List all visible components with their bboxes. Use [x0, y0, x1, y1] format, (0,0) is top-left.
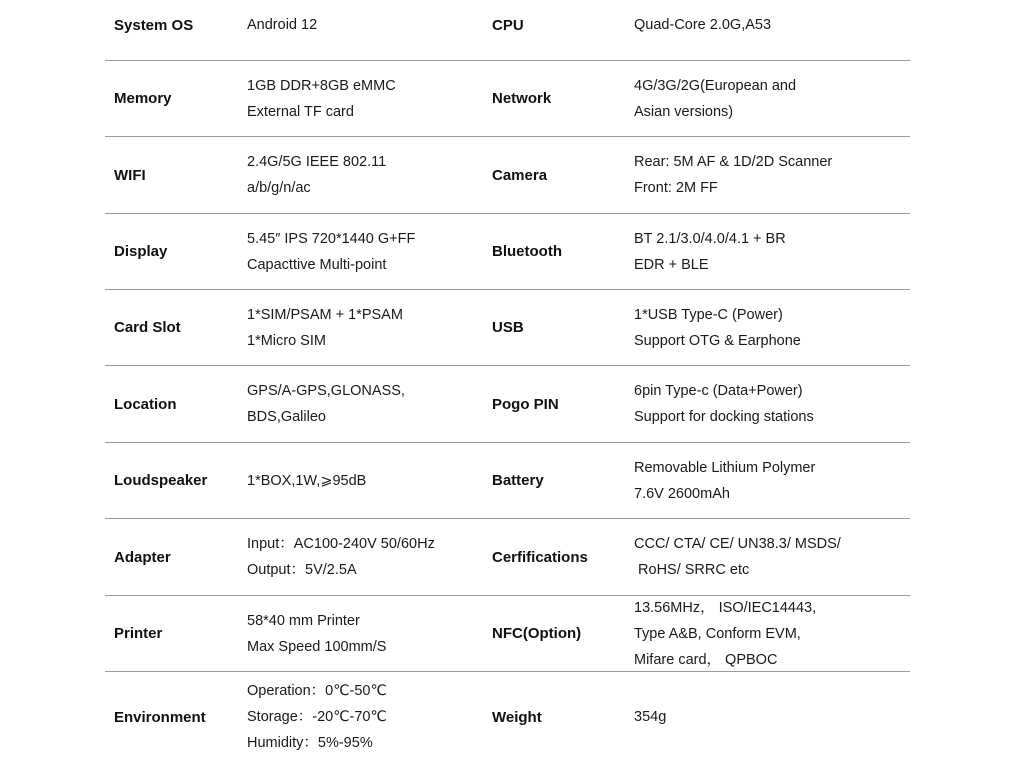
spec-label: Environment [114, 708, 206, 726]
spec-value [247, 290, 487, 365]
spec-value-line: GPS/A-GPS,GLONASS, [247, 383, 405, 399]
spec-value [634, 366, 910, 442]
spec-value-line: Quad-Core 2.0G,A53 [634, 17, 772, 33]
spec-value [247, 214, 487, 289]
spec-value-line: 1*Micro SIM [247, 332, 326, 349]
spec-value-line: Mifare card， QPBOC [634, 651, 778, 668]
spec-value-line: 5.45″ IPS 720*1440 G+FF [247, 230, 416, 247]
spec-value [634, 672, 910, 762]
spec-value-line: Removable Lithium Polymer [634, 459, 816, 476]
spec-value [247, 0, 487, 50]
spec-row-location [105, 366, 910, 443]
spec-label: Display [114, 243, 168, 260]
spec-label: Camera [492, 166, 548, 184]
spec-label: Location [114, 395, 177, 413]
spec-value [247, 61, 487, 136]
spec-row-card-slot [105, 290, 910, 366]
spec-value-line: CCC/ CTA/ CE/ UN38.3/ MSDS/ [634, 536, 841, 552]
spec-label: Weight [492, 708, 542, 726]
spec-value [247, 443, 487, 518]
spec-value-line: 6pin Type-c (Data+Power) [634, 383, 803, 399]
spec-row-memory [105, 61, 910, 137]
spec-value-line: BDS,Galileo [247, 409, 326, 425]
spec-value [634, 0, 910, 50]
spec-row-environment [105, 672, 910, 762]
spec-value-line: 58*40 mm Printer [247, 612, 360, 629]
spec-label: Adapter [114, 548, 171, 566]
spec-label: Bluetooth [492, 243, 562, 260]
spec-value [247, 519, 487, 595]
spec-label: WIFI [114, 166, 146, 184]
spec-value-line: 1*SIM/PSAM + 1*PSAM [247, 306, 403, 323]
spec-table [105, 0, 910, 762]
spec-value-line: 2.4G/5G IEEE 802.11 [247, 154, 387, 170]
spec-value [247, 596, 487, 671]
spec-value-line: 4G/3G/2G(European and [634, 77, 797, 94]
spec-value-line: Max Speed 100mm/S [247, 638, 387, 655]
spec-value-line: Rear: 5M AF & 1D/2D Scanner [634, 154, 833, 170]
spec-value-line: Android 12 [247, 17, 318, 33]
spec-value [247, 366, 487, 442]
spec-value [634, 519, 910, 595]
spec-value-line: BT 2.1/3.0/4.0/4.1 + BR [634, 230, 786, 247]
spec-value-line: Front: 2M FF [634, 180, 718, 196]
spec-value-line: Support OTG & Earphone [634, 332, 801, 349]
spec-value-line: 1GB DDR+8GB eMMC [247, 77, 396, 94]
spec-label: CPU [492, 16, 524, 34]
spec-value-line: Storage：-20℃-70℃ [247, 709, 387, 725]
spec-value-line: Type A&B, Conform EVM, [634, 625, 801, 642]
spec-value-line: 1*USB Type-C (Power) [634, 306, 783, 323]
spec-value-line: a/b/g/n/ac [247, 180, 311, 196]
spec-value-line: Operation：0℃-50℃ [247, 683, 387, 699]
spec-row-printer [105, 596, 910, 672]
spec-row-system-os [105, 0, 910, 61]
spec-value-line: RoHS/ SRRC etc [634, 562, 750, 578]
spec-label: System OS [114, 16, 194, 34]
spec-value-line: Support for docking stations [634, 409, 814, 425]
spec-value [634, 596, 910, 671]
spec-value-line: 7.6V 2600mAh [634, 485, 730, 502]
spec-row-adapter [105, 519, 910, 596]
spec-value-line: Input：AC100-240V 50/60Hz [247, 536, 435, 552]
spec-value-line: External TF card [247, 103, 354, 120]
spec-label: USB [492, 319, 524, 336]
spec-value-line: Output：5V/2.5A [247, 562, 357, 578]
spec-label: Memory [114, 90, 172, 107]
spec-value [634, 443, 910, 518]
spec-value [634, 290, 910, 365]
spec-value-line: Capacttive Multi-point [247, 256, 387, 273]
spec-label: NFC(Option) [492, 625, 582, 642]
spec-value-line: 1*BOX,1W,⩾95dB [247, 472, 367, 489]
spec-row-wifi [105, 137, 910, 214]
spec-row-display [105, 214, 910, 290]
spec-row-loudspeaker [105, 443, 910, 519]
spec-label: Loudspeaker [114, 472, 208, 489]
spec-label: Cerfifications [492, 548, 588, 566]
spec-value [247, 672, 487, 762]
spec-value [634, 214, 910, 289]
spec-label: Pogo PIN [492, 395, 559, 413]
spec-label: Battery [492, 472, 544, 489]
spec-value-line: 13.56MHz， ISO/IEC14443, [634, 599, 817, 616]
spec-value-line: Asian versions) [634, 103, 734, 120]
spec-value-line: 354g [634, 709, 667, 725]
spec-value-line: EDR + BLE [634, 256, 709, 273]
spec-label: Card Slot [114, 319, 181, 336]
spec-value [634, 137, 910, 213]
spec-label: Network [492, 90, 552, 107]
spec-label: Printer [114, 625, 163, 642]
spec-value [634, 61, 910, 136]
spec-value [247, 137, 487, 213]
spec-value-line: Humidity：5%-95% [247, 735, 373, 751]
